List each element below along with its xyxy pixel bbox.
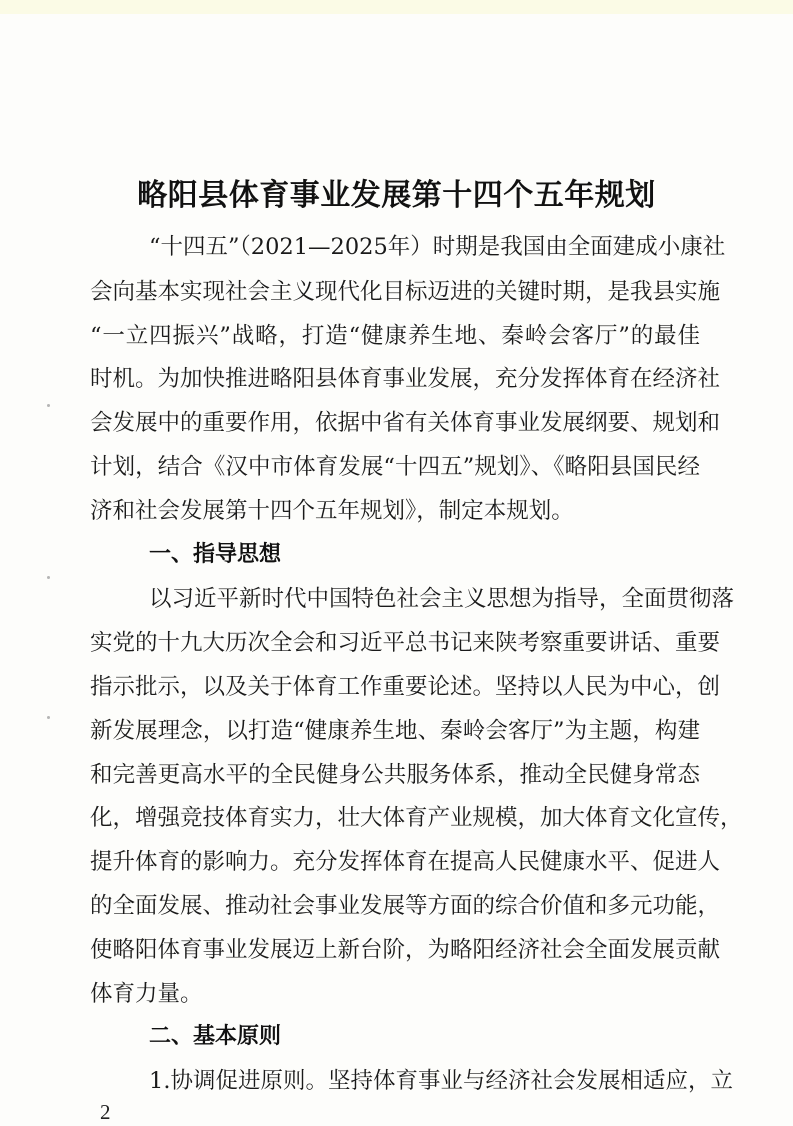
intro-line: “一立四振兴”战略，打造“健康养生地、秦岭会客厅”的最佳: [90, 323, 700, 349]
section1-line: 指示批示，以及关于体育工作重要论述。坚持以人民为中心，创: [90, 674, 721, 700]
intro-line: 计划，结合《汉中市体育发展“十四五”规划》、《略阳县国民经: [90, 454, 700, 480]
margin-dot: [47, 716, 50, 719]
margin-dot: [47, 404, 50, 407]
section2-line: 1.协调促进原则。坚持体育事业与经济社会发展相适应，立: [149, 1068, 733, 1094]
intro-line: 时机。为加快推进略阳县体育事业发展，充分发挥体育在经济社: [90, 366, 721, 392]
section1-line: 实党的十九大历次全会和习近平总书记来陕考察重要讲话、重要: [90, 630, 721, 656]
section1-line: 使略阳体育事业发展迈上新台阶，为略阳经济社会全面发展贡献: [90, 937, 721, 963]
margin-dot: [47, 576, 50, 579]
section1-line: 的全面发展、推动社会事业发展等方面的综合价值和多元功能，: [90, 893, 721, 919]
section1-line: 化，增强竞技体育实力，壮大体育产业规模，加大体育文化宣传，: [90, 805, 743, 831]
section-heading-guiding-ideology: 一、指导思想: [149, 542, 282, 567]
intro-line: “十四五”（2021—2025年）时期是我国由全面建成小康社: [149, 234, 726, 260]
document-title: 略阳县体育事业发展第十四个五年规划: [137, 178, 656, 213]
section1-line: 体育力量。: [90, 981, 203, 1007]
scan-top-band: [0, 0, 793, 14]
section-heading-basic-principles: 二、基本原则: [149, 1024, 282, 1049]
page-number: 2: [100, 1100, 111, 1124]
intro-line: 济和社会发展第十四个五年规划》，制定本规划。: [90, 498, 574, 524]
section1-line: 以习近平新时代中国特色社会主义思想为指导，全面贯彻落: [149, 586, 735, 612]
intro-line: 会发展中的重要作用，依据中省有关体育事业发展纲要、规划和: [90, 410, 721, 436]
section1-line: 新发展理念，以打造“健康养生地、秦岭会客厅”为主题，构建: [90, 718, 700, 744]
section1-line: 和完善更高水平的全民健身公共服务体系，推动全民健身常态: [90, 762, 700, 788]
intro-line: 会向基本实现社会主义现代化目标迈进的关键时期，是我县实施: [90, 279, 721, 305]
section1-line: 提升体育的影响力。充分发挥体育在提高人民健康水平、促进人: [90, 849, 721, 875]
